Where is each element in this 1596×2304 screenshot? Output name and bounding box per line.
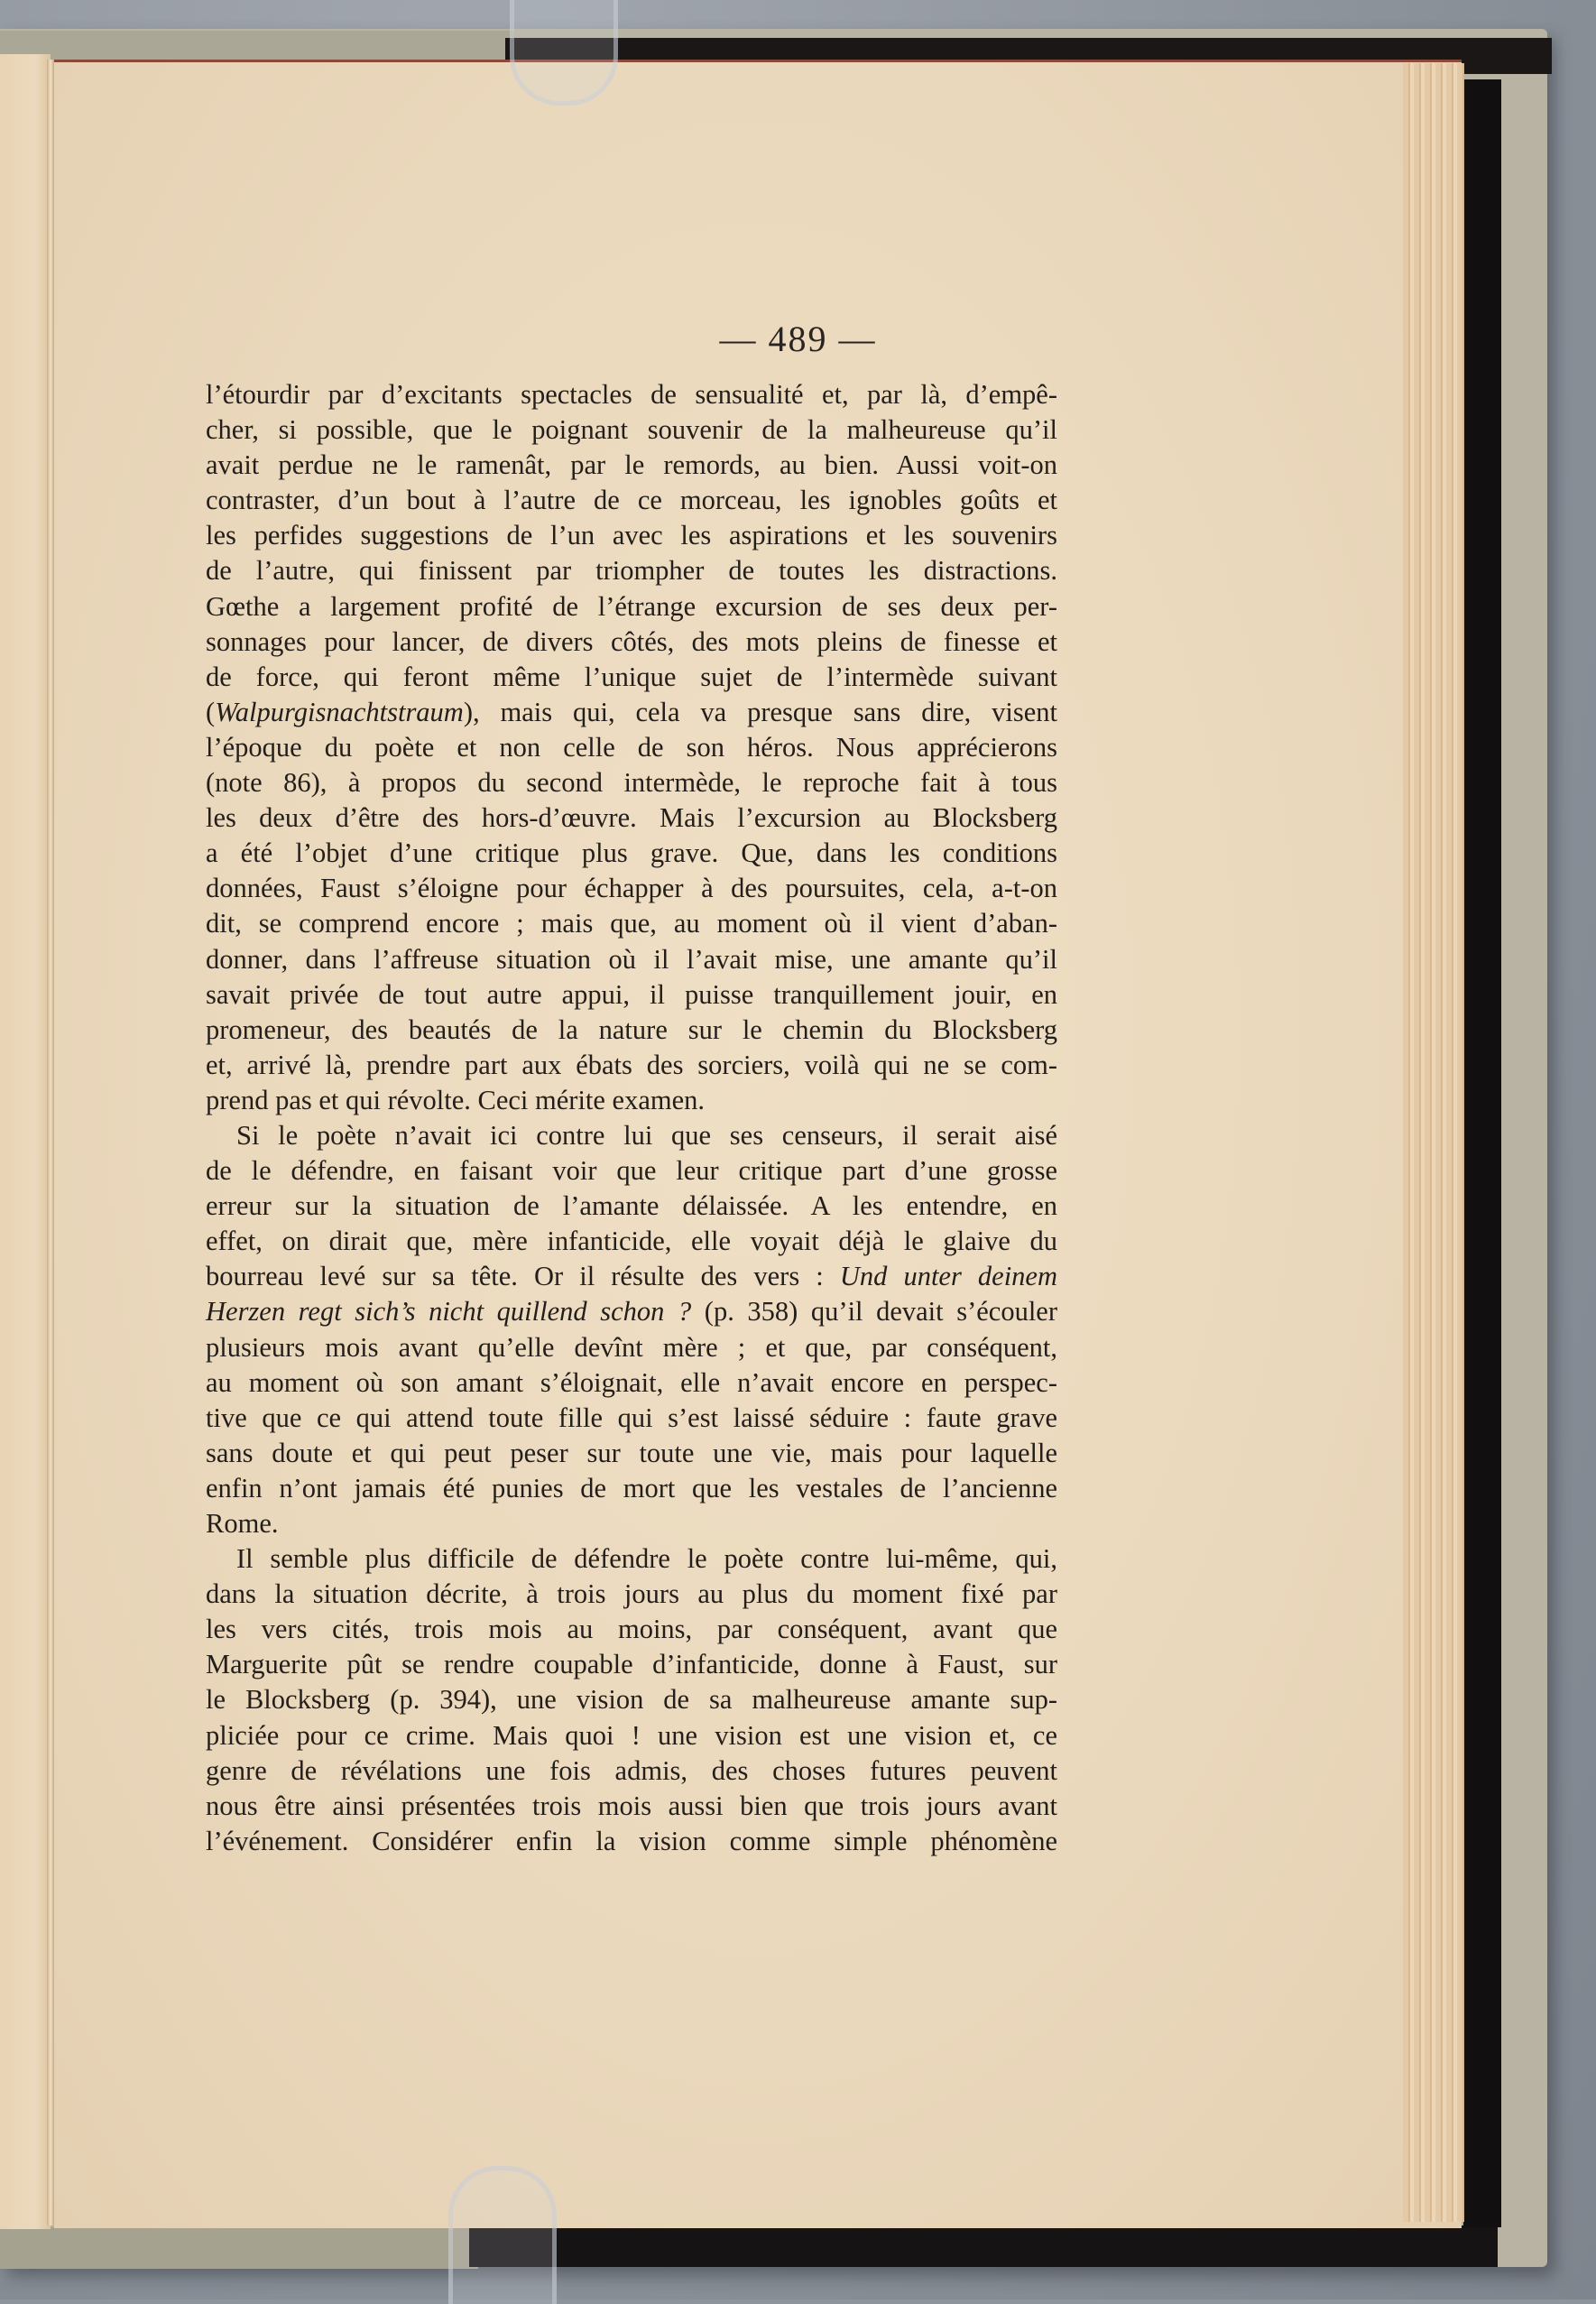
text-line [206,412,1057,448]
left-page-edge [0,54,51,2229]
text-line [206,871,1057,906]
text-run: les perfides suggestions de l’un avec les aspirations et les souvenirs [206,520,1057,551]
text-line [206,518,1057,553]
text-line [206,836,1057,871]
text-run: de l’autre, qui finissent par triompher de toutes les distractions. [206,555,1057,587]
text-line [206,1365,1057,1401]
text-run: l’événement. Considérer enfin la vision comme simple phénomène [206,1825,1057,1856]
text-run: sonnages pour lancer, de divers côtés, des mots pleins de finesse et [206,625,1057,657]
text-line [206,660,1057,695]
text-line [206,1330,1057,1365]
text-run: Rome. [206,1508,279,1539]
text-run: erreur sur la situation de l’amante délaissée. A les entendre, en [206,1190,1057,1222]
text-line [206,1471,1057,1506]
text-run: avait perdue ne le ramenât, par le remords, au bien. Aussi voit-on [206,449,1057,481]
text-line [206,1259,1057,1294]
text-line [206,483,1057,518]
text-run: a été l’objet d’une critique plus grave. Que, dans les conditions [206,837,1057,869]
italic-text: Walpurgisnachtstraum [215,696,464,727]
text-line [206,800,1057,836]
text-line [206,1753,1057,1789]
text-run: de le défendre, en faisant voir que leur critique part d’une grosse [206,1155,1057,1187]
text-run: plusieurs mois avant qu’elle devînt mère ; et que, par conséquent, [206,1331,1057,1363]
text-run: au moment où son amant s’éloignait, elle n’avait encore en perspec- [206,1366,1057,1398]
text-line [206,1294,1057,1329]
text-run: bourreau levé sur sa tête. Or il résulte des vers : [206,1261,840,1292]
text-run: genre de révélations une fois admis, des choses futures peuvent [206,1754,1057,1786]
text-line [206,1048,1057,1083]
italic-text: Herzen regt sich’s nicht quillend schon ? [206,1296,692,1328]
text-line [206,765,1057,800]
text-run: dans la situation décrite, à trois jours au plus du moment fixé par [206,1578,1057,1610]
text-run: promeneur, des beautés de la nature sur le chemin du Blocksberg [206,1013,1057,1045]
text-run: Gœthe a largement profité de l’étrange excursion de ses deux per- [206,590,1057,622]
text-line [206,1189,1057,1224]
text-run: ), mais qui, cela va presque sans dire, visent [463,696,1057,727]
text-line [206,377,1057,412]
text-line [206,1718,1057,1753]
text-line [206,1789,1057,1824]
cover-black-band-right [1463,79,1501,2227]
text-run: le Blocksberg (p. 394), une vision de sa malheureuse amante sup- [206,1684,1057,1716]
page-number: — 489 — [719,319,877,359]
text-line [206,625,1057,660]
text-run: effet, on dirait que, mère infanticide, elle voyait déjà le glaive du [206,1226,1057,1257]
text-line [206,695,1057,730]
text-run: ( [206,696,216,727]
text-run: dit, se comprend encore ; mais que, au moment où il vient d’aban- [206,908,1057,939]
text-run: Marguerite pût se rendre coupable d’infanticide, donne à Faust, sur [206,1649,1057,1680]
text-line [206,1153,1057,1189]
text-run: tive que ce qui attend toute fille qui s’est laissé séduire : faute grave [206,1402,1057,1433]
text-line [206,1824,1057,1859]
text-line [206,589,1057,625]
page-stack-edges [1403,63,1464,2222]
page-gutter [47,60,54,2225]
text-line [206,977,1057,1013]
text-run: savait privée de tout autre appui, il puisse tranquillement jouir, en [206,978,1057,1010]
text-run: l’époque du poète et non celle de son héros. Nous apprécierons [206,731,1057,763]
text-line [206,1506,1057,1541]
text-line [206,1577,1057,1612]
text-run: Si le poète n’avait ici contre lui que ses censeurs, il serait aisé [236,1119,1057,1151]
text-run: les deux d’être des hors-d’œuvre. Mais l’excursion au Blocksberg [206,802,1057,834]
paragraph [206,1118,1057,1541]
text-line [206,1682,1057,1717]
text-line [206,1436,1057,1471]
text-run: cher, si possible, que le poignant souvenir de la malheureuse qu’il [206,414,1057,446]
text-run: sans doute et qui peut peser sur toute une vie, mais pour laquelle [206,1437,1057,1468]
paragraph [206,1541,1057,1859]
text-run: pliciée pour ce crime. Mais quoi ! une vision est une vision et, ce [206,1719,1057,1751]
text-line [206,1083,1057,1118]
italic-text: Und unter deinem [839,1261,1057,1292]
text-run: données, Faust s’éloigne pour échapper à des poursuites, cela, a-t-on [206,873,1057,904]
text-run: et, arrivé là, prendre part aux ébats des sorciers, voilà qui ne se com- [206,1049,1057,1080]
text-line [206,1224,1057,1259]
cover-cloth-bottom [0,2227,478,2269]
text-run: l’étourdir par d’excitants spectacles de sensualité et, par là, d’empê- [206,379,1057,410]
text-run: (note 86), à propos du second intermède, le reproche fait à tous [206,767,1057,799]
text-run: donner, dans l’affreuse situation où il l’avait mise, une amante qu’il [206,943,1057,975]
text-run: nous être ainsi présentées trois mois aussi bien que trois jours avant [206,1790,1057,1821]
text-line [206,730,1057,765]
text-line [206,553,1057,588]
text-run: contraster, d’un bout à l’autre de ce morceau, les ignobles goûts et [206,485,1057,516]
text-line [206,1612,1057,1647]
page-clip-bottom [448,2166,557,2304]
text-run: enfin n’ont jamais été punies de mort que les vestales de l’ancienne [206,1472,1057,1504]
text-run: de force, qui feront même l’unique sujet de l’intermède suivant [206,661,1057,692]
text-line [206,1013,1057,1048]
text-run: prend pas et qui révolte. Ceci mérite examen. [206,1084,706,1115]
text-run: (p. 358) qu’il devait s’écouler [691,1296,1057,1328]
text-line [206,448,1057,483]
text-run: les vers cités, trois mois au moins, par conséquent, avant que [206,1614,1057,1645]
text-line [206,1118,1057,1153]
body-text [206,377,1057,1859]
text-line [206,1647,1057,1682]
paragraph [206,377,1057,1118]
text-line [206,1401,1057,1436]
text-line [206,906,1057,941]
text-line [206,942,1057,977]
text-run: Il semble plus difficile de défendre le poète contre lui-même, qui, [236,1543,1057,1575]
cover-black-band-bottom [469,2225,1498,2267]
page-clip-top [510,0,618,106]
text-line [206,1541,1057,1577]
